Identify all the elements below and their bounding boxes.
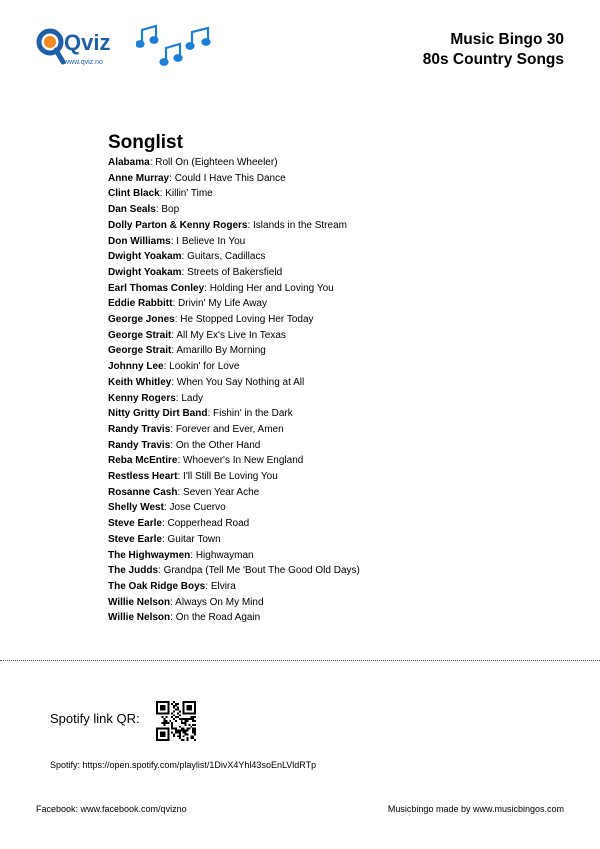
spotify-link[interactable]: Spotify: https://open.spotify.com/playlist/1DivX4Yhl43soEnLVldRTp [50,760,317,770]
song-title: Bop [161,204,180,216]
song-title: Highwayman [195,549,254,561]
song-artist: Willie Nelson [108,612,171,624]
song-title: Whoever's In New England [183,455,304,467]
bingo-title: Music Bingo 30 [450,31,564,48]
song-row: Steve Earle: Copperhead Road [108,518,250,530]
song-row: Restless Heart: I'll Still Be Loving You [108,471,278,483]
song-title: On the Other Hand [175,439,261,451]
song-row: Dwight Yoakam: Guitars, Cadillacs [108,251,266,263]
song-artist: Steve Earle [108,533,162,545]
song-title: Streets of Bakersfield [187,266,283,278]
music-notes-icon [136,20,220,70]
song-artist: Willie Nelson [108,596,171,608]
song-row: Don Williams: I Believe In You [108,235,246,247]
song-artist: George Strait [108,329,172,341]
song-artist: The Highwaymen [108,549,191,561]
song-row: George Strait: Amarillo By Morning [108,345,266,357]
song-title: Forever and Ever, Amen [175,423,284,435]
song-artist: Reba McEntire [108,455,178,467]
song-row: Steve Earle: Guitar Town [108,533,221,545]
song-row: Nitty Gritty Dirt Band: Fishin' in the Dark [108,408,293,420]
song-artist: Dan Seals [108,204,156,216]
song-title: Elvira [210,580,236,592]
song-title: On the Road Again [175,612,261,624]
dotted-separator [0,660,600,661]
song-artist: Rosanne Cash [108,486,178,498]
logo-url: www.qviz.no [64,59,103,66]
song-artist: Steve Earle [108,518,162,530]
song-title: Drivin' My Life Away [178,298,267,310]
song-title: Could I Have This Dance [174,172,286,184]
song-artist: The Judds [108,565,159,577]
song-row: George Strait: All My Ex's Live In Texas [108,329,286,341]
song-title: Grandpa (Tell Me 'Bout The Good Old Days) [163,565,360,577]
song-title: I'll Still Be Loving You [183,471,278,483]
song-artist: Kenny Rogers [108,392,176,404]
song-row: Randy Travis: On the Other Hand [108,439,261,451]
song-title: Holding Her and Loving You [209,282,334,294]
song-row: Willie Nelson: Always On My Mind [108,596,264,608]
song-row: Shelly West: Jose Cuervo [108,502,226,514]
song-title: Copperhead Road [167,518,250,530]
song-row: Dwight Yoakam: Streets of Bakersfield [108,266,283,278]
song-artist: Anne Murray [108,172,170,184]
song-artist: Keith Whitley [108,376,172,388]
song-row: Earl Thomas Conley: Holding Her and Loving You [108,282,334,294]
song-title: Amarillo By Morning [176,345,266,357]
song-artist: George Jones [108,314,175,326]
song-row: George Jones: He Stopped Loving Her Today [108,314,314,326]
song-artist: Eddie Rabbitt [108,298,173,310]
song-row: The Highwaymen: Highwayman [108,549,254,561]
song-title: When You Say Nothing at All [176,376,305,388]
song-artist: Alabama [108,157,150,168]
spotify-qr-code[interactable] [156,700,196,742]
song-row: Rosanne Cash: Seven Year Ache [108,486,260,498]
song-title: All My Ex's Live In Texas [176,329,286,341]
song-row: Dolly Parton & Kenny Rogers: Islands in the Stream [108,219,347,231]
song-row: Keith Whitley: When You Say Nothing at All [108,376,305,388]
song-row: The Oak Ridge Boys: Elvira [108,580,236,592]
song-artist: Restless Heart [108,471,178,483]
songlist [108,155,360,626]
song-artist: Earl Thomas Conley [108,282,205,294]
song-title: Fishin' in the Dark [213,408,293,420]
song-artist: Shelly West [108,502,164,514]
song-title: Jose Cuervo [169,502,226,514]
song-artist: George Strait [108,345,172,357]
song-row: Kenny Rogers: Lady [108,392,204,404]
song-row: Dan Seals: Bop [108,204,180,216]
song-artist: Johnny Lee [108,361,164,373]
song-title: Guitar Town [167,533,221,545]
song-artist: Don Williams [108,235,171,247]
song-title: Seven Year Ache [183,486,260,498]
song-title: Killin' Time [165,188,213,200]
credit-link[interactable]: Musicbingo made by www.musicbingos.com [387,804,564,814]
song-artist: Dwight Yoakam [108,251,182,263]
song-title: Lady [181,392,204,404]
song-row: Eddie Rabbitt: Drivin' My Life Away [108,298,267,310]
song-artist: Clint Black [108,188,160,200]
song-row: Alabama: Roll On (Eighteen Wheeler) [108,157,278,168]
song-row: Randy Travis: Forever and Ever, Amen [108,423,284,435]
song-row: The Judds: Grandpa (Tell Me 'Bout The Good Old Days) [108,565,360,577]
facebook-link[interactable]: Facebook: www.facebook.com/qvizno [36,804,187,814]
song-artist: Randy Travis [108,423,171,435]
song-row: Clint Black: Killin' Time [108,188,213,200]
song-artist: The Oak Ridge Boys [108,580,206,592]
songlist-heading: Songlist [108,132,183,153]
song-row: Anne Murray: Could I Have This Dance [108,172,286,184]
song-title: Guitars, Cadillacs [187,251,266,263]
song-artist: Nitty Gritty Dirt Band [108,408,208,420]
bingo-subtitle: 80s Country Songs [422,51,564,68]
song-artist: Dwight Yoakam [108,266,182,278]
song-artist: Randy Travis [108,439,171,451]
song-title: Islands in the Stream [253,219,347,231]
song-title: I Believe In You [176,235,246,247]
qr-label: Spotify link QR: [50,711,140,726]
qviz-logo [36,20,126,70]
song-title: Lookin' for Love [169,361,240,373]
song-title: Roll On (Eighteen Wheeler) [155,157,278,168]
song-artist: Dolly Parton & Kenny Rogers [108,219,248,231]
song-title: He Stopped Loving Her Today [180,314,314,326]
song-row: Johnny Lee: Lookin' for Love [108,361,240,373]
logo-wordmark: Qviz [64,30,111,55]
song-row: Reba McEntire: Whoever's In New England [108,455,304,467]
song-row: Willie Nelson: On the Road Again [108,612,261,624]
song-title: Always On My Mind [175,596,264,608]
page-title [423,30,564,70]
